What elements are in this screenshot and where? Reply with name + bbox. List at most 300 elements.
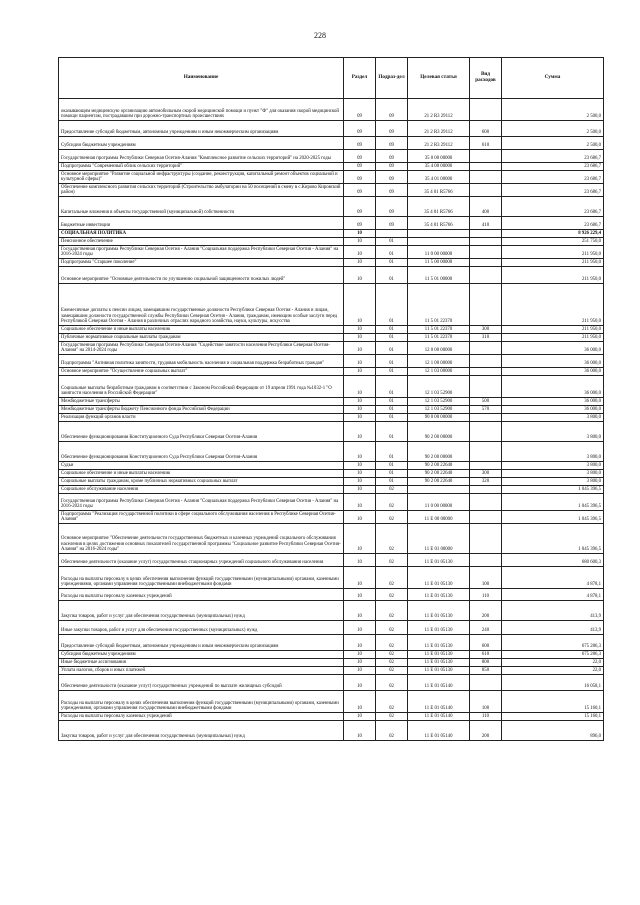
- row-subsection-cell: 09: [376, 197, 408, 217]
- row-subsection-cell: 02: [376, 721, 408, 741]
- table-row: [59, 462, 604, 470]
- row-expense-type-cell: [470, 150, 502, 163]
- row-target-cell: 11 0 00 00000: [408, 246, 470, 259]
- row-expense-type-cell: 110: [470, 589, 502, 601]
- row-sum-cell: 211 950,0: [502, 284, 604, 326]
- row-name-cell: Иные закупки товаров, работ и услуг для обеспечения государственных (муниципальных) нужд: [59, 621, 344, 635]
- row-sum-cell: 16 058,1: [502, 675, 604, 691]
- page-number: 228: [314, 31, 326, 40]
- row-target-cell: 35 4 01 R5766: [408, 217, 470, 230]
- row-subsection-cell: 01: [376, 342, 408, 355]
- row-expense-type-cell: 100: [470, 567, 502, 589]
- row-expense-type-cell: 600: [470, 121, 502, 137]
- row-target-cell: 90 2 00 22640: [408, 478, 470, 486]
- row-section-cell: 09: [344, 121, 376, 137]
- row-name-cell: Закупка товаров, работ и услуг для обеспечения государственных (муниципальных) нужд: [59, 721, 344, 741]
- row-target-cell: 11 Е 01 05140: [408, 713, 470, 721]
- row-target-cell: 35 4 01 R5766: [408, 197, 470, 217]
- row-section-cell: 10: [344, 267, 376, 284]
- row-section-cell: 10: [344, 721, 376, 741]
- row-subsection-cell: 01: [376, 462, 408, 470]
- row-expense-type-cell: [470, 675, 502, 691]
- row-target-cell: 12 1 00 00000: [408, 355, 470, 368]
- row-section-cell: 10: [344, 554, 376, 567]
- row-target-cell: [408, 486, 470, 494]
- row-sum-cell: 675 286,3: [502, 651, 604, 659]
- table-row: [59, 651, 604, 659]
- row-sum-cell: 23 686,7: [502, 150, 604, 163]
- row-subsection-cell: 02: [376, 713, 408, 721]
- row-sum-cell: 36 000,0: [502, 406, 604, 414]
- table-row: [59, 284, 604, 326]
- row-section-cell: 10: [344, 398, 376, 406]
- row-subsection-cell: 02: [376, 589, 408, 601]
- row-expense-type-cell: [470, 355, 502, 368]
- row-sum-cell: 2 500,0: [502, 121, 604, 137]
- row-section-cell: 10: [344, 667, 376, 675]
- row-sum-cell: 251 750,0: [502, 238, 604, 246]
- table-row: [59, 267, 604, 284]
- row-section-cell: 10: [344, 589, 376, 601]
- row-sum-cell: 4 878,1: [502, 589, 604, 601]
- table-row: [59, 721, 604, 741]
- row-name-cell: Субсидии бюджетным учреждениям: [59, 651, 344, 659]
- row-section-cell: 10: [344, 406, 376, 414]
- row-section-cell: 10: [344, 422, 376, 442]
- row-subsection-cell: 01: [376, 398, 408, 406]
- row-expense-type-cell: [470, 230, 502, 238]
- table-row: [59, 567, 604, 589]
- row-name-cell: Подпрограмма "Старшее поколение": [59, 259, 344, 267]
- row-section-cell: 10: [344, 691, 376, 713]
- row-target-cell: 11 5 00 00000: [408, 259, 470, 267]
- table-row: [59, 150, 604, 163]
- row-sum-cell: 211 950,0: [502, 246, 604, 259]
- row-name-cell: Государственная программа Республики Северная Осетия-Алания "Содействие занятости населения Республики Северная Осетия-Алания" на 2014-2024 годы: [59, 342, 344, 355]
- table-row: [59, 486, 604, 494]
- row-target-cell: 35 4 00 00000: [408, 163, 470, 171]
- row-section-cell: 10: [344, 601, 376, 621]
- row-subsection-cell: 02: [376, 511, 408, 524]
- row-expense-type-cell: [470, 267, 502, 284]
- row-subsection-cell: 02: [376, 635, 408, 651]
- row-expense-type-cell: [470, 554, 502, 567]
- budget-table: [58, 57, 604, 741]
- row-subsection-cell: 02: [376, 651, 408, 659]
- table-row: [59, 197, 604, 217]
- row-sum-cell: 3 800,0: [502, 470, 604, 478]
- row-subsection-cell: 09: [376, 137, 408, 150]
- row-expense-type-cell: [470, 486, 502, 494]
- row-name-cell: Межбюджетные трансферты бюджету Пенсионного фонда Российской Федерации: [59, 406, 344, 414]
- row-sum-cell: 36 000,0: [502, 368, 604, 376]
- header-sum: Сумма: [502, 58, 604, 99]
- row-target-cell: 11 Е 01 05140: [408, 691, 470, 713]
- row-expense-type-cell: [470, 99, 502, 121]
- row-expense-type-cell: 600: [470, 635, 502, 651]
- row-subsection-cell: 01: [376, 422, 408, 442]
- table-row: [59, 184, 604, 197]
- row-expense-type-cell: [470, 342, 502, 355]
- row-sum-cell: 3 800,0: [502, 414, 604, 422]
- row-name-cell: оказывающим медицинскую организацию автомобильным скорой медицинской помощи и пункт "Ф" для оказания скорой медицинской помощи пациентам, пострадавшим при дорожно-транспортных происшествиях: [59, 99, 344, 121]
- row-subsection-cell: 02: [376, 601, 408, 621]
- row-section-cell: 09: [344, 217, 376, 230]
- row-subsection-cell: 02: [376, 659, 408, 667]
- row-name-cell: Расходы на выплаты персоналу в целях обеспечения выполнения функций государственными (муниципальными) органами, казенными учреждениями, органами управления государственными внебюджетными фондами: [59, 691, 344, 713]
- row-sum-cell: 1 045 396,5: [502, 486, 604, 494]
- row-section-cell: 10: [344, 635, 376, 651]
- row-target-cell: 11 Е 01 00000: [408, 524, 470, 554]
- row-sum-cell: 675 286,3: [502, 635, 604, 651]
- row-target-cell: [408, 230, 470, 238]
- table-row: [59, 494, 604, 511]
- row-target-cell: 90 2 00 00000: [408, 422, 470, 442]
- row-target-cell: 12 0 00 00000: [408, 342, 470, 355]
- row-name-cell: Социальное обеспечение и иные выплаты населению: [59, 326, 344, 334]
- row-subsection-cell: 01: [376, 406, 408, 414]
- row-sum-cell: 23 686,7: [502, 171, 604, 184]
- row-target-cell: 21 2 R3 29112: [408, 137, 470, 150]
- row-subsection-cell: 09: [376, 163, 408, 171]
- row-sum-cell: 22,0: [502, 667, 604, 675]
- row-section-cell: 10: [344, 284, 376, 326]
- row-expense-type-cell: 240: [470, 621, 502, 635]
- row-section-cell: 10: [344, 334, 376, 342]
- row-subsection-cell: 02: [376, 554, 408, 567]
- row-sum-cell: 3 800,0: [502, 478, 604, 486]
- row-subsection-cell: 01: [376, 376, 408, 398]
- row-expense-type-cell: [470, 368, 502, 376]
- row-name-cell: Социальное обслуживание населения: [59, 486, 344, 494]
- row-section-cell: 10: [344, 621, 376, 635]
- row-subsection-cell: [376, 230, 408, 238]
- row-section-cell: 10: [344, 524, 376, 554]
- row-target-cell: 35 0 00 00000: [408, 150, 470, 163]
- row-section-cell: 10: [344, 238, 376, 246]
- row-subsection-cell: 09: [376, 150, 408, 163]
- row-expense-type-cell: [470, 184, 502, 197]
- row-section-cell: 10: [344, 230, 376, 238]
- table-row: [59, 524, 604, 554]
- row-subsection-cell: 02: [376, 667, 408, 675]
- row-subsection-cell: 02: [376, 567, 408, 589]
- row-name-cell: Социальные выплаты гражданам, кроме публичных нормативных социальных выплат: [59, 478, 344, 486]
- row-name-cell: Межбюджетные трансферты: [59, 398, 344, 406]
- row-expense-type-cell: [470, 494, 502, 511]
- row-sum-cell: 15 160,1: [502, 691, 604, 713]
- row-expense-type-cell: 200: [470, 601, 502, 621]
- row-section-cell: 10: [344, 376, 376, 398]
- row-target-cell: 11 5 01 22370: [408, 326, 470, 334]
- row-name-cell: Государственная программа Республики Северная Осетия-Алания "Комплексное развитие сельских территорий" на 2020-2025 годы: [59, 150, 344, 163]
- row-target-cell: 11 5 01 00000: [408, 267, 470, 284]
- row-sum-cell: 36 000,0: [502, 355, 604, 368]
- table-row: [59, 621, 604, 635]
- row-name-cell: Обеспечение функционирования Конституционного Суда Республики Северная Осетия-Алания: [59, 422, 344, 442]
- row-section-cell: 10: [344, 414, 376, 422]
- table-row: [59, 713, 604, 721]
- row-subsection-cell: 01: [376, 478, 408, 486]
- row-subsection-cell: 09: [376, 184, 408, 197]
- row-section-cell: 10: [344, 675, 376, 691]
- row-target-cell: 11 Е 01 05130: [408, 601, 470, 621]
- row-target-cell: 21 2 R3 29112: [408, 99, 470, 121]
- row-sum-cell: 3 800,0: [502, 462, 604, 470]
- row-subsection-cell: 02: [376, 494, 408, 511]
- row-section-cell: 10: [344, 567, 376, 589]
- table-row: [59, 230, 604, 238]
- table-row: [59, 442, 604, 462]
- row-subsection-cell: 01: [376, 442, 408, 462]
- row-section-cell: 09: [344, 184, 376, 197]
- table-row: [59, 554, 604, 567]
- row-section-cell: 10: [344, 442, 376, 462]
- row-subsection-cell: 09: [376, 99, 408, 121]
- row-section-cell: 10: [344, 713, 376, 721]
- row-target-cell: [408, 238, 470, 246]
- row-subsection-cell: 09: [376, 171, 408, 184]
- row-expense-type-cell: [470, 462, 502, 470]
- row-section-cell: 10: [344, 659, 376, 667]
- row-subsection-cell: 01: [376, 334, 408, 342]
- row-subsection-cell: 02: [376, 621, 408, 635]
- row-sum-cell: 3 800,0: [502, 422, 604, 442]
- row-section-cell: 10: [344, 462, 376, 470]
- row-expense-type-cell: [470, 259, 502, 267]
- table-row: [59, 398, 604, 406]
- row-expense-type-cell: 400: [470, 197, 502, 217]
- row-name-cell: Субсидии бюджетным учреждениям: [59, 137, 344, 150]
- row-section-cell: 10: [344, 259, 376, 267]
- row-sum-cell: 413,9: [502, 621, 604, 635]
- row-section-cell: 10: [344, 494, 376, 511]
- row-section-cell: 10: [344, 246, 376, 259]
- row-sum-cell: 8 926 229,4: [502, 230, 604, 238]
- row-subsection-cell: 09: [376, 217, 408, 230]
- table-row: [59, 659, 604, 667]
- row-sum-cell: 36 000,0: [502, 376, 604, 398]
- row-target-cell: 11 Е 01 05130: [408, 567, 470, 589]
- row-subsection-cell: 02: [376, 691, 408, 713]
- table-row: [59, 259, 604, 267]
- row-sum-cell: 36 000,0: [502, 342, 604, 355]
- table-row: [59, 470, 604, 478]
- row-name-cell: Капитальные вложения в объекты государственной (муниципальной) собственности: [59, 197, 344, 217]
- row-target-cell: 11 5 01 22370: [408, 334, 470, 342]
- row-sum-cell: 211 950,0: [502, 326, 604, 334]
- row-subsection-cell: 01: [376, 326, 408, 334]
- table-row: [59, 355, 604, 368]
- table-row: [59, 478, 604, 486]
- row-expense-type-cell: 610: [470, 651, 502, 659]
- row-expense-type-cell: [470, 442, 502, 462]
- row-name-cell: СОЦИАЛЬНАЯ ПОЛИТИКА: [59, 230, 344, 238]
- row-target-cell: 90 2 00 22640: [408, 462, 470, 470]
- row-section-cell: 09: [344, 171, 376, 184]
- row-expense-type-cell: 570: [470, 406, 502, 414]
- table-row: [59, 238, 604, 246]
- row-target-cell: 90 2 00 00000: [408, 442, 470, 462]
- row-subsection-cell: 01: [376, 259, 408, 267]
- row-section-cell: 09: [344, 150, 376, 163]
- row-target-cell: 21 2 R3 29112: [408, 121, 470, 137]
- table-row: [59, 368, 604, 376]
- row-subsection-cell: 01: [376, 355, 408, 368]
- row-expense-type-cell: 410: [470, 217, 502, 230]
- row-target-cell: 35 4 01 00000: [408, 171, 470, 184]
- table-row: [59, 511, 604, 524]
- row-subsection-cell: 01: [376, 470, 408, 478]
- row-section-cell: 10: [344, 486, 376, 494]
- row-name-cell: Подпрограмма "Активная политика занятости, трудовая мобильность населения и социальная поддержка безработных граждан": [59, 355, 344, 368]
- row-target-cell: 11 Е 01 05130: [408, 635, 470, 651]
- header-subsection: Подраз-дел: [376, 58, 408, 99]
- table-row: [59, 675, 604, 691]
- row-name-cell: Основное мероприятие "Обеспечение деятельности государственных бюджетных и казенных учреждений социального обслуживания населения в целях достижения основных показателей государственной программы "Социальное развитие Республики Северная Осетия-Алания" на 2016-2024 годы": [59, 524, 344, 554]
- row-expense-type-cell: 800: [470, 659, 502, 667]
- row-name-cell: Расходы на выплаты персоналу казенных учреждений: [59, 589, 344, 601]
- table-body: [59, 99, 604, 741]
- row-name-cell: Основное мероприятие "Развитие социальной инфраструктуры (создание, реконструкция, капитальный ремонт объектов социальной и культурной сферы)": [59, 171, 344, 184]
- row-section-cell: 10: [344, 511, 376, 524]
- row-sum-cell: 4 878,1: [502, 567, 604, 589]
- row-expense-type-cell: 610: [470, 137, 502, 150]
- row-name-cell: Бюджетные инвестиции: [59, 217, 344, 230]
- row-subsection-cell: 01: [376, 267, 408, 284]
- row-sum-cell: 1 045 396,5: [502, 524, 604, 554]
- row-name-cell: Публичные нормативные социальные выплаты гражданам: [59, 334, 344, 342]
- row-sum-cell: 1 045 396,5: [502, 511, 604, 524]
- table-row: [59, 99, 604, 121]
- row-subsection-cell: 02: [376, 486, 408, 494]
- row-target-cell: 11 Е 01 05130: [408, 651, 470, 659]
- row-name-cell: Расходы на выплаты персоналу в целях обеспечения выполнения функций государственными (муниципальными) органами, казенными учреждениями, органами управления государственными внебюджетными фондами: [59, 567, 344, 589]
- row-target-cell: 11 Е 01 05140: [408, 675, 470, 691]
- row-name-cell: Государственная программа Республики Северная Осетия - Алания "Социальная поддержка Республики Северная Осетия - Алания" на 2016-2024 годы: [59, 246, 344, 259]
- header-expense-type: Вид расходов: [470, 58, 502, 99]
- table-row: [59, 406, 604, 414]
- row-expense-type-cell: 320: [470, 478, 502, 486]
- row-section-cell: 10: [344, 651, 376, 659]
- row-expense-type-cell: [470, 524, 502, 554]
- table-row: [59, 667, 604, 675]
- row-expense-type-cell: [470, 246, 502, 259]
- row-subsection-cell: 01: [376, 238, 408, 246]
- table-row: [59, 342, 604, 355]
- table-row: [59, 601, 604, 621]
- row-section-cell: 10: [344, 368, 376, 376]
- row-name-cell: Основное мероприятие "Осуществление социальных выплат": [59, 368, 344, 376]
- row-sum-cell: 896,0: [502, 721, 604, 741]
- header-target: Целевая статья: [408, 58, 470, 99]
- table-row: [59, 137, 604, 150]
- row-sum-cell: 2 500,0: [502, 137, 604, 150]
- row-name-cell: Обеспечение деятельности (оказание услуг) государственных стационарных учреждений социального обслуживания населения: [59, 554, 344, 567]
- row-name-cell: Ежемесячные доплаты к пенсии лицам, замещавшим государственные должности Республики Северная Осетия - Алания и лицам, замещавшим должности государственной службы Республики Северная Осетия - Алания, гражданам, имеющим особые заслуги перед Республикой Северная Осетия - Алания в различных отраслях народного хозяйства, науки, культуры, искусства: [59, 284, 344, 326]
- row-section-cell: 10: [344, 342, 376, 355]
- row-target-cell: 90 2 00 22640: [408, 470, 470, 478]
- table-row: [59, 171, 604, 184]
- row-sum-cell: 3 800,0: [502, 442, 604, 462]
- row-target-cell: 11 Е 01 05140: [408, 721, 470, 741]
- row-sum-cell: 23 686,7: [502, 197, 604, 217]
- table-row: [59, 422, 604, 442]
- row-sum-cell: 22,0: [502, 659, 604, 667]
- row-sum-cell: 36 000,0: [502, 398, 604, 406]
- row-target-cell: 11 Е 01 05130: [408, 621, 470, 635]
- row-name-cell: Расходы на выплаты персоналу казенных учреждений: [59, 713, 344, 721]
- header-name: Наименование: [59, 58, 344, 99]
- row-section-cell: 10: [344, 478, 376, 486]
- table-row: [59, 589, 604, 601]
- row-expense-type-cell: 500: [470, 398, 502, 406]
- row-sum-cell: 680 600,3: [502, 554, 604, 567]
- row-expense-type-cell: [470, 511, 502, 524]
- row-subsection-cell: 09: [376, 121, 408, 137]
- row-expense-type-cell: 310: [470, 334, 502, 342]
- row-target-cell: 12 1 03 52900: [408, 376, 470, 398]
- table-row: [59, 376, 604, 398]
- row-name-cell: Пенсионное обеспечение: [59, 238, 344, 246]
- row-expense-type-cell: 100: [470, 691, 502, 713]
- row-name-cell: Предоставление субсидий бюджетным, автономным учреждениям и иным некоммерческим организациям: [59, 121, 344, 137]
- row-target-cell: 90 0 00 00000: [408, 414, 470, 422]
- row-target-cell: 11 Е 00 00000: [408, 511, 470, 524]
- row-expense-type-cell: 200: [470, 721, 502, 741]
- row-name-cell: Обеспечение деятельности (оказание услуг) государственных учреждений по выплате жилищных субсидий: [59, 675, 344, 691]
- table-row: [59, 246, 604, 259]
- row-section-cell: 10: [344, 470, 376, 478]
- table-row: [59, 334, 604, 342]
- row-target-cell: 11 0 00 00000: [408, 494, 470, 511]
- row-target-cell: 12 1 03 52900: [408, 398, 470, 406]
- row-name-cell: Подпрограмма "Современный облик сельских территорий": [59, 163, 344, 171]
- row-section-cell: 10: [344, 355, 376, 368]
- row-target-cell: 11 Е 01 05130: [408, 667, 470, 675]
- row-name-cell: Социальное обеспечение и иные выплаты населению: [59, 470, 344, 478]
- row-expense-type-cell: [470, 163, 502, 171]
- row-name-cell: Подпрограмма "Реализация государственной политики в сфере социального обслуживания населения в Республике Северная Осетия-Алания": [59, 511, 344, 524]
- row-sum-cell: 23 686,7: [502, 163, 604, 171]
- row-target-cell: 11 Е 01 05130: [408, 659, 470, 667]
- row-section-cell: 09: [344, 137, 376, 150]
- row-name-cell: Реализация функций органов власти: [59, 414, 344, 422]
- row-sum-cell: 2 500,0: [502, 99, 604, 121]
- row-name-cell: Обеспечение комплексного развития сельских территорий (Строительство амбулатории на 50 посещений в смену в с.Кирово Кировский район): [59, 184, 344, 197]
- row-sum-cell: 23 686,7: [502, 217, 604, 230]
- row-target-cell: 11 Е 01 05130: [408, 589, 470, 601]
- row-expense-type-cell: [470, 414, 502, 422]
- row-section-cell: 09: [344, 99, 376, 121]
- row-name-cell: Судьи: [59, 462, 344, 470]
- row-subsection-cell: 01: [376, 246, 408, 259]
- row-expense-type-cell: [470, 422, 502, 442]
- row-name-cell: Предоставление субсидий бюджетным, автономным учреждениям и иным некоммерческим организациям: [59, 635, 344, 651]
- table-row: [59, 635, 604, 651]
- row-sum-cell: 1 045 396,5: [502, 494, 604, 511]
- row-expense-type-cell: 300: [470, 326, 502, 334]
- row-subsection-cell: 02: [376, 524, 408, 554]
- table-header-row: [59, 58, 604, 99]
- row-subsection-cell: 01: [376, 284, 408, 326]
- table-row: [59, 163, 604, 171]
- row-expense-type-cell: [470, 238, 502, 246]
- row-target-cell: 12 1 03 52900: [408, 406, 470, 414]
- row-subsection-cell: 01: [376, 368, 408, 376]
- row-name-cell: Обеспечение функционирования Конституционного Суда Республики Северная Осетия-Алания: [59, 442, 344, 462]
- row-target-cell: 11 Е 01 05130: [408, 554, 470, 567]
